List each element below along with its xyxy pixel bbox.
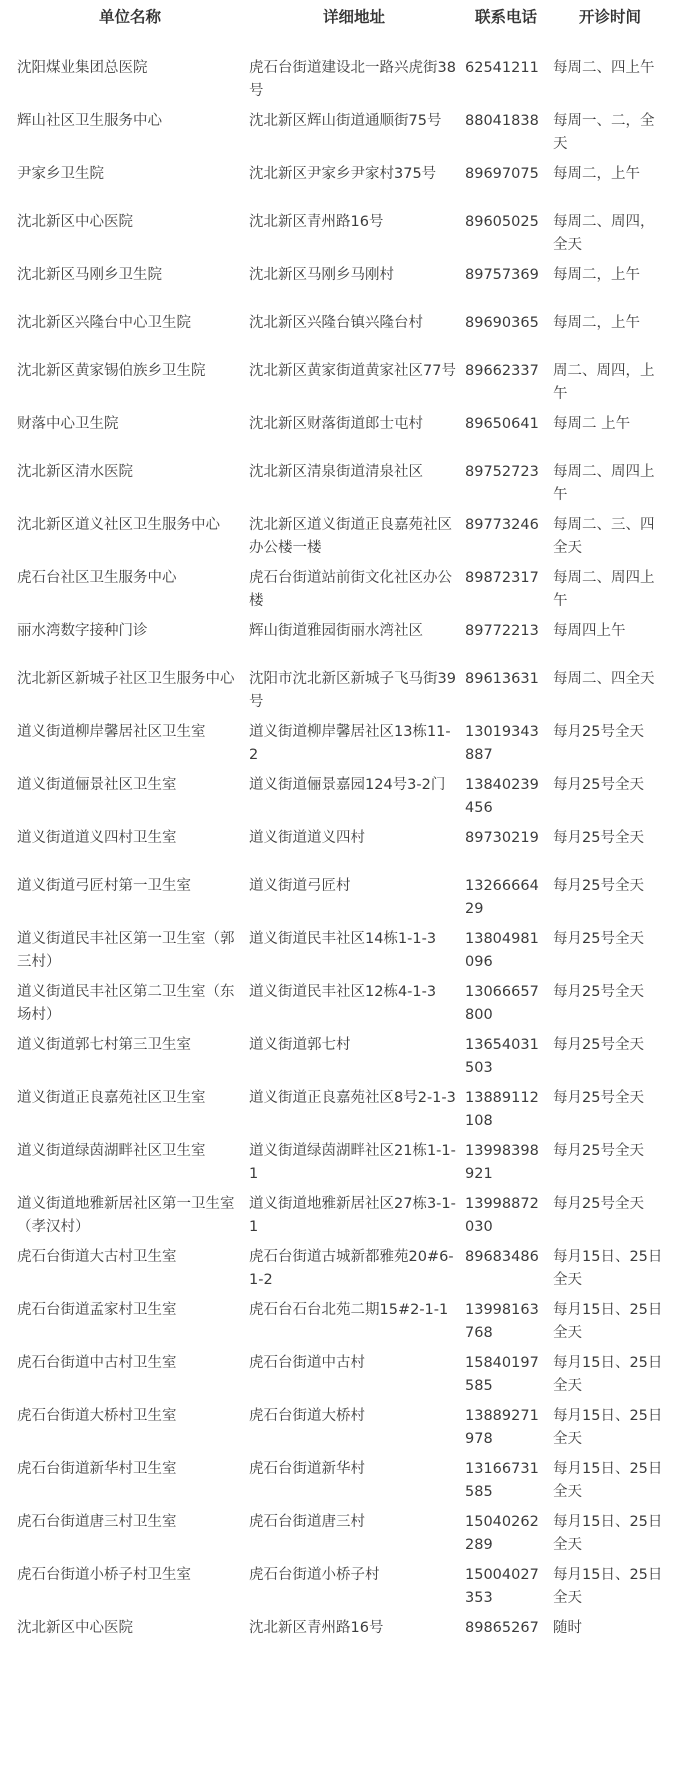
address-cell: 沈北新区道义街道正良嘉苑社区办公楼一楼 [249,517,452,556]
unit-name-cell: 道义街道民丰社区第二卫生室（东场村） [17,984,235,1023]
table-row [14,820,670,868]
unit-name-cell: 丽水湾数字接种门诊 [17,623,148,639]
header-address: 详细地址 [322,8,385,26]
hours-cell: 每月15日、25日全天 [553,1355,663,1394]
table-row [14,204,670,257]
hours-cell: 每周二，上午 [553,315,640,331]
hours-cell: 每周一、二，全天 [553,113,655,152]
phone-cell: 89690365 [465,315,539,331]
unit-name-cell: 尹家乡卫生院 [17,166,104,182]
table-row [14,921,670,974]
hours-cell: 每月25号全天 [553,724,644,740]
phone-cell: 89772213 [465,623,539,639]
phone-cell: 89752723 [465,464,539,480]
phone-cell: 15004027353 [465,1567,539,1606]
unit-name-cell: 虎石台街道新华村卫生室 [17,1461,177,1477]
hours-cell: 每周二 上午 [553,416,631,432]
address-cell: 沈北新区清泉街道清泉社区 [249,464,423,480]
table-row [14,406,670,454]
header-unit-name: 单位名称 [98,8,161,26]
address-cell: 道义街道地雅新居社区27栋3-1-1 [249,1196,456,1235]
address-cell: 道义街道正良嘉苑社区8号2-1-3 [249,1090,456,1106]
phone-cell: 13066657800 [465,984,539,1023]
phone-cell: 89697075 [465,166,539,182]
hours-cell: 每月15日、25日全天 [553,1249,663,1288]
phone-cell: 15840197585 [465,1355,539,1394]
table-row [14,50,670,103]
table-row [14,661,670,714]
hours-cell: 每月25号全天 [553,1143,644,1159]
address-cell: 虎石台街道大桥村 [249,1408,365,1424]
address-cell: 道义街道弓匠村 [249,878,351,894]
unit-name-cell: 虎石台社区卫生服务中心 [17,570,177,586]
table-row [14,257,670,305]
phone-cell: 15040262289 [465,1514,539,1553]
hours-cell: 每周二、周四，全天 [553,214,655,253]
address-cell: 虎石台街道唐三村 [249,1514,365,1530]
hours-cell: 每月15日、25日全天 [553,1567,663,1606]
hours-cell: 每周二、四全天 [553,671,655,687]
phone-cell: 13889271978 [465,1408,539,1447]
phone-cell: 13840239456 [465,777,539,816]
table-row [14,714,670,767]
unit-name-cell: 道义街道绿茵湖畔社区卫生室 [17,1143,206,1159]
address-cell: 辉山街道雅园街丽水湾社区 [249,623,423,639]
table-row [14,156,670,204]
hours-cell: 每月25号全天 [553,931,644,947]
table-row [14,1610,670,1662]
phone-cell: 89662337 [465,363,539,379]
phone-cell: 88041838 [465,113,539,129]
table-row [14,1398,670,1451]
unit-name-cell: 道义街道柳岸馨居社区卫生室 [17,724,206,740]
hours-cell: 每月15日、25日全天 [553,1408,663,1447]
phone-cell: 89650641 [465,416,539,432]
unit-name-cell: 沈北新区新城子社区卫生服务中心 [17,671,235,687]
unit-name-cell: 道义街道正良嘉苑社区卫生室 [17,1090,206,1106]
unit-name-cell: 沈北新区马刚乡卫生院 [17,267,162,283]
address-cell: 道义街道道义四村 [249,830,365,846]
hours-cell: 每月15日、25日全天 [553,1302,663,1341]
unit-name-cell: 沈北新区兴隆台中心卫生院 [17,315,191,331]
table-row [14,974,670,1027]
address-cell: 沈北新区黄家街道黄家社区77号 [249,363,456,379]
address-cell: 虎石台街道新华村 [249,1461,365,1477]
table-row [14,305,670,353]
hours-cell: 每周二、周四上午 [553,570,655,609]
phone-cell: 13166731585 [465,1461,539,1500]
table-row [14,868,670,921]
hours-cell: 每周二，上午 [553,267,640,283]
table-row [14,767,670,820]
unit-name-cell: 财落中心卫生院 [17,416,119,432]
table-row [14,560,670,613]
address-cell: 沈北新区马刚乡马刚村 [249,267,394,283]
header-hours: 开诊时间 [578,8,641,26]
phone-cell: 13998398921 [465,1143,539,1182]
header-row [14,0,670,50]
phone-cell: 13804981096 [465,931,539,970]
hours-cell: 每周四上午 [553,623,626,639]
phone-cell: 13998872030 [465,1196,539,1235]
hours-cell: 每月25号全天 [553,830,644,846]
hours-cell: 每月25号全天 [553,1090,644,1106]
unit-name-cell: 沈北新区清水医院 [17,464,133,480]
address-cell: 虎石台街道建设北一路兴虎街38号 [249,60,456,99]
table-row [14,1186,670,1239]
address-cell: 道义街道俪景嘉园124号3-2门 [249,777,446,793]
phone-cell: 13998163768 [465,1302,539,1341]
phone-cell: 1326666429 [465,878,539,917]
address-cell: 虎石台街道小桥子村 [249,1567,380,1583]
unit-name-cell: 虎石台街道孟家村卫生室 [17,1302,177,1318]
unit-name-cell: 沈北新区黄家锡伯族乡卫生院 [17,363,206,379]
hours-cell: 每周二，上午 [553,166,640,182]
phone-cell: 13889112108 [465,1090,539,1129]
phone-cell: 89773246 [465,517,539,533]
address-cell: 虎石台街道站前街文化社区办公楼 [249,570,452,609]
unit-name-cell: 沈北新区道义社区卫生服务中心 [17,517,220,533]
address-cell: 道义街道柳岸馨居社区13栋11-2 [249,724,451,763]
unit-name-cell: 道义街道民丰社区第一卫生室（郭三村） [17,931,235,970]
hours-cell: 随时 [553,1620,582,1636]
address-cell: 虎石台街道古城新都雅苑20#6-1-2 [249,1249,454,1288]
hours-cell: 每月25号全天 [553,878,644,894]
phone-cell: 62541211 [465,60,539,76]
hours-cell: 每月25号全天 [553,777,644,793]
address-cell: 沈北新区辉山街道通顺街75号 [249,113,442,129]
unit-name-cell: 辉山社区卫生服务中心 [17,113,162,129]
phone-cell: 89757369 [465,267,539,283]
table-row [14,1557,670,1610]
table-row [14,1504,670,1557]
address-cell: 道义街道郭七村 [249,1037,351,1053]
table-row [14,1292,670,1345]
phone-cell: 89683486 [465,1249,539,1265]
table-row [14,1133,670,1186]
unit-name-cell: 沈北新区中心医院 [17,1620,133,1636]
address-cell: 沈北新区财落街道郎士屯村 [249,416,423,432]
hours-cell: 每月15日、25日全天 [553,1514,663,1553]
table-row [14,103,670,156]
unit-name-cell: 虎石台街道大古村卫生室 [17,1249,177,1265]
table-row [14,1239,670,1292]
hours-cell: 每周二、周四上午 [553,464,655,503]
header-phone: 联系电话 [474,8,537,26]
unit-name-cell: 虎石台街道大桥村卫生室 [17,1408,177,1424]
address-cell: 道义街道绿茵湖畔社区21栋1-1-1 [249,1143,456,1182]
table-row [14,454,670,507]
address-cell: 沈北新区尹家乡尹家村375号 [249,166,437,182]
hours-cell: 每月25号全天 [553,1196,644,1212]
address-cell: 沈北新区青州路16号 [249,1620,384,1636]
unit-name-cell: 虎石台街道唐三村卫生室 [17,1514,177,1530]
hours-cell: 周二、周四，上午 [553,363,655,402]
hours-cell: 每周二、四上午 [553,60,655,76]
phone-cell: 89872317 [465,570,539,586]
address-cell: 道义街道民丰社区12栋4-1-3 [249,984,437,1000]
address-cell: 道义街道民丰社区14栋1-1-3 [249,931,437,947]
table-row [14,1027,670,1080]
hours-cell: 每月15日、25日全天 [553,1461,663,1500]
unit-name-cell: 道义街道弓匠村第一卫生室 [17,878,191,894]
hours-cell: 每周二、三、四全天 [553,517,655,556]
phone-cell: 89865267 [465,1620,539,1636]
unit-name-cell: 道义街道俪景社区卫生室 [17,777,177,793]
table-row [14,1080,670,1133]
table-row [14,353,670,406]
unit-name-cell: 沈北新区中心医院 [17,214,133,230]
table-row [14,507,670,560]
phone-cell: 89605025 [465,214,539,230]
address-cell: 沈北新区兴隆台镇兴隆台村 [249,315,423,331]
phone-cell: 13019343887 [465,724,539,763]
hours-cell: 每月25号全天 [553,984,644,1000]
clinic-table [14,0,670,1662]
hours-cell: 每月25号全天 [553,1037,644,1053]
table-row [14,613,670,661]
unit-name-cell: 虎石台街道中古村卫生室 [17,1355,177,1371]
table-body [14,50,670,1662]
address-cell: 虎石台石台北苑二期15#2-1-1 [249,1302,449,1318]
unit-name-cell: 道义街道道义四村卫生室 [17,830,177,846]
unit-name-cell: 虎石台街道小桥子村卫生室 [17,1567,191,1583]
table-row [14,1451,670,1504]
address-cell: 沈阳市沈北新区新城子飞马街39号 [249,671,456,710]
unit-name-cell: 沈阳煤业集团总医院 [17,60,148,76]
unit-name-cell: 道义街道郭七村第三卫生室 [17,1037,191,1053]
address-cell: 虎石台街道中古村 [249,1355,365,1371]
phone-cell: 13654031503 [465,1037,539,1076]
table-header [14,0,670,50]
phone-cell: 89613631 [465,671,539,687]
phone-cell: 89730219 [465,830,539,846]
table-row [14,1345,670,1398]
address-cell: 沈北新区青州路16号 [249,214,384,230]
unit-name-cell: 道义街道地雅新居社区第一卫生室（孝汉村） [17,1196,235,1235]
